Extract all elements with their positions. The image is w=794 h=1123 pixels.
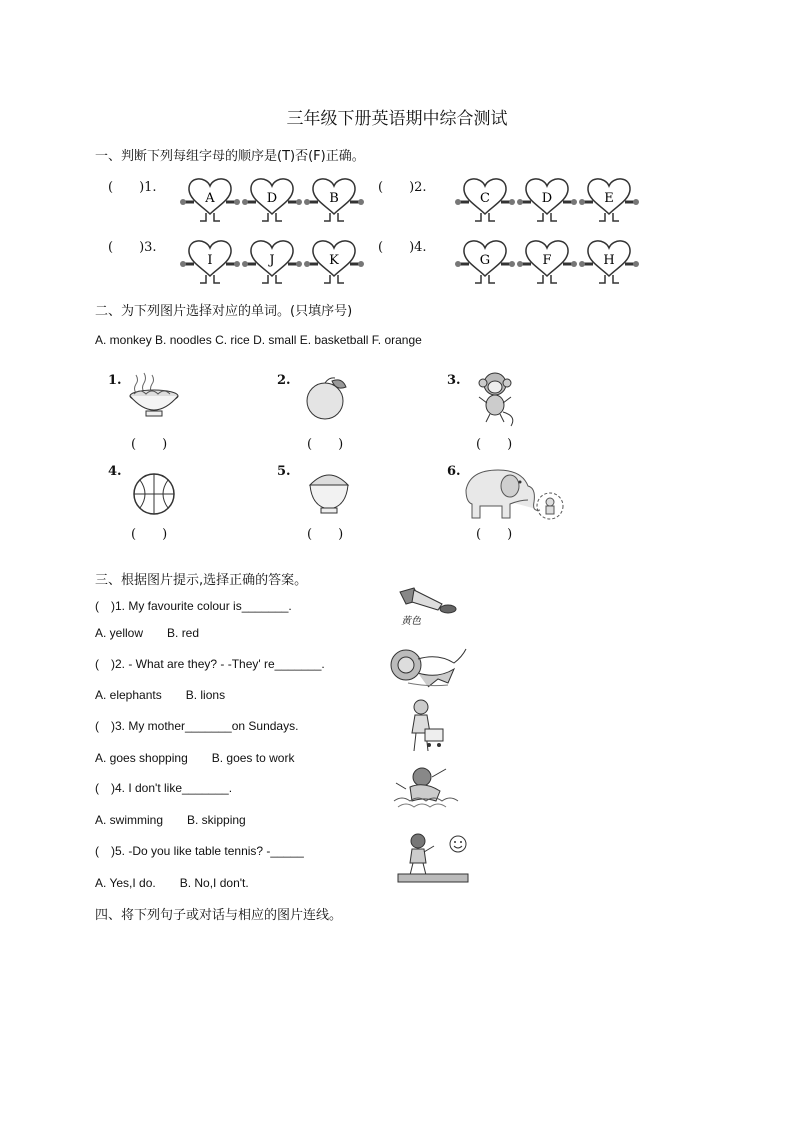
heart-letter: D: [541, 191, 553, 206]
s3-q5-options: A. Yes,I do. B. No,I don't.: [95, 876, 249, 890]
s1-q4-paren[interactable]: ( )4.: [378, 240, 427, 255]
s1-q3-paren[interactable]: ( )3.: [108, 240, 157, 255]
noodles-bowl-icon: [126, 372, 182, 422]
heart-letter: E: [604, 191, 614, 206]
heart-letter: F: [542, 253, 552, 268]
heart-letter: K: [329, 253, 339, 268]
s2-word-options: A. monkey B. noodles C. rice D. small E. basketball F. orange: [95, 333, 422, 347]
section-1-heading: 一、判断下列每组字母的顺序是(T)否(F)正确。: [95, 149, 365, 164]
page-title: 三年级下册英语期中综合测试: [286, 109, 508, 129]
table-tennis-boy-icon: [396, 830, 470, 886]
paint-tube-label: 黄色: [401, 616, 421, 627]
s2-q6-num: 6.: [447, 464, 461, 479]
basketball-icon: [132, 472, 178, 518]
s1-q4-hearts: [453, 238, 653, 288]
s3-q4-options: A. swimming B. skipping: [95, 813, 246, 827]
heart-letter: J: [269, 253, 275, 268]
s3-q4-question: ( )4. I don't like_______.: [95, 781, 233, 795]
rice-bowl-icon: [306, 467, 352, 517]
lion-icon: [388, 645, 468, 691]
s2-q4-num: 4.: [108, 464, 122, 479]
section-2-heading: 二、为下列图片选择对应的单词。(只填序号): [95, 304, 353, 319]
s2-q5-num: 5.: [277, 464, 291, 479]
heart-letter: G: [479, 253, 491, 268]
heart-letter: D: [266, 191, 278, 206]
s3-q2-question: ( )2. - What are they? - -They' re_______.: [95, 657, 325, 671]
section-3-heading: 三、根据图片提示,选择正确的答案。: [95, 573, 308, 588]
elephant-icon: [462, 466, 566, 524]
s2-q3-paren[interactable]: ( ): [476, 437, 513, 452]
heart-letter: C: [480, 191, 490, 206]
s3-q2-options: A. elephants B. lions: [95, 688, 226, 702]
heart-letter: I: [207, 253, 213, 268]
s1-q2-paren[interactable]: ( )2.: [378, 180, 427, 195]
monkey-icon: [473, 370, 523, 428]
s2-q6-paren[interactable]: ( ): [476, 527, 513, 542]
swimming-boy-icon: [392, 765, 462, 811]
s3-q5-question: ( )5. -Do you like table tennis? -_____: [95, 844, 304, 858]
s1-q2-hearts: [453, 176, 653, 226]
s3-q1-options: A. yellow B. red: [95, 626, 200, 640]
heart-letter: H: [603, 253, 615, 268]
s3-q3-options: A. goes shopping B. goes to work: [95, 751, 295, 765]
s3-q1-question: ( )1. My favourite colour is_______.: [95, 599, 292, 613]
s2-q2-num: 2.: [277, 373, 291, 388]
s3-q3-question: ( )3. My mother_______on Sundays.: [95, 719, 299, 733]
heart-letter: B: [329, 191, 339, 206]
s2-q3-num: 3.: [447, 373, 461, 388]
orange-icon: [304, 375, 354, 423]
s1-q1-paren[interactable]: ( )1.: [108, 180, 157, 195]
shopping-woman-icon: [405, 697, 447, 757]
s2-q1-paren[interactable]: ( ): [131, 437, 168, 452]
heart-letter: A: [205, 191, 215, 206]
section-4-heading: 四、将下列句子或对话与相应的图片连线。: [95, 908, 343, 923]
s2-q5-paren[interactable]: ( ): [307, 527, 344, 542]
s1-q1-hearts: [178, 176, 378, 226]
s2-q1-num: 1.: [108, 373, 122, 388]
s2-q2-paren[interactable]: ( ): [307, 437, 344, 452]
s2-q4-paren[interactable]: ( ): [131, 527, 168, 542]
s1-q3-hearts: [178, 238, 378, 288]
